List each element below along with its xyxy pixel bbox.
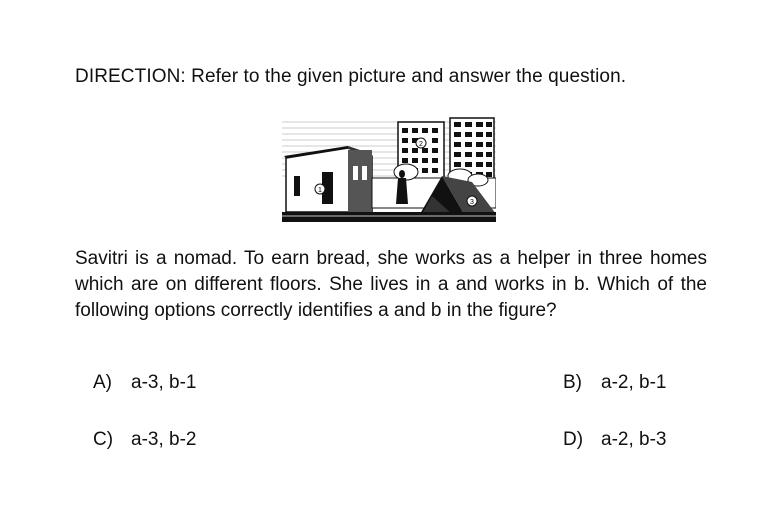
marker-2: 2 [419, 141, 423, 148]
option-c[interactable] [93, 429, 196, 451]
direction-text: DIRECTION: Refer to the given picture and answer the question. [75, 66, 627, 87]
option-d[interactable] [563, 429, 666, 451]
option-c-letter: C) [93, 429, 114, 450]
option-b[interactable] [563, 372, 666, 394]
option-a-letter: A) [93, 372, 112, 393]
option-d-text: a-2, b-3 [601, 429, 667, 450]
marker-3: 3 [470, 199, 474, 206]
marker-1: 1 [318, 187, 322, 194]
scene-figure [282, 116, 496, 224]
option-c-text: a-3, b-2 [131, 429, 197, 450]
option-b-letter: B) [563, 372, 582, 393]
question-text: Savitri is a nomad. To earn bread, she works as a helper in three homes which are on different floors. She lives in a and works in b. Which of the following options correctly identifies a and b in the figure? [75, 248, 707, 321]
option-b-text: a-2, b-1 [601, 372, 667, 393]
option-a[interactable] [93, 372, 196, 394]
option-d-letter: D) [563, 429, 584, 450]
option-a-text: a-3, b-1 [131, 372, 197, 393]
